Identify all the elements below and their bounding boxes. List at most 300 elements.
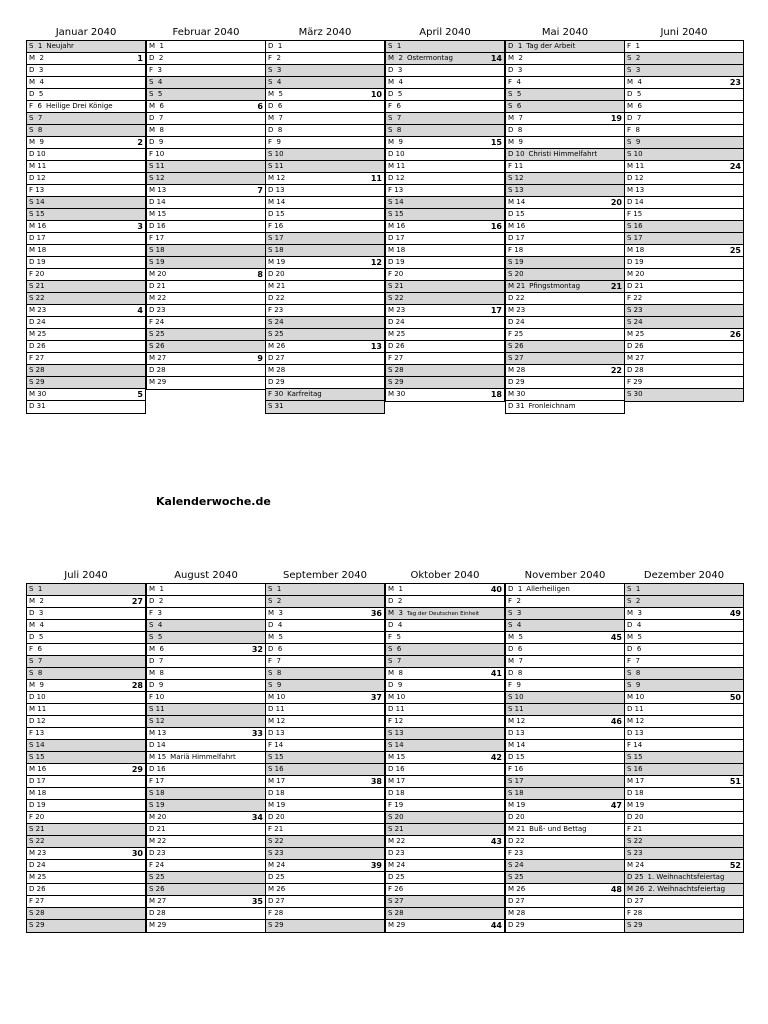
day-label: S 26 [508, 342, 524, 350]
day-label: M 19 [508, 801, 526, 809]
day-label: D 9 [388, 681, 403, 689]
day-label: M 25 [627, 330, 645, 338]
day-row [266, 596, 384, 608]
day-label: S 7 [388, 114, 402, 122]
day-row [506, 221, 624, 233]
day-label: D 15 [508, 210, 525, 218]
day-row [386, 884, 504, 896]
week-number: 7 [257, 186, 263, 195]
day-label: F 21 [627, 825, 643, 833]
day-label: M 20 [149, 270, 167, 278]
day-label: S 28 [29, 909, 45, 917]
day-label: M 18 [388, 246, 406, 254]
day-row [27, 812, 145, 824]
day-label: D 3 [29, 66, 44, 74]
day-label: S 15 [627, 753, 643, 761]
day-label: M 26 [268, 342, 286, 350]
day-row [506, 389, 624, 401]
month-column [26, 26, 146, 414]
day-label: F 3 [149, 66, 162, 74]
day-label: S 19 [149, 801, 165, 809]
month-title: Juni 2040 [660, 27, 708, 38]
day-label: M 13 [627, 186, 645, 194]
day-row [386, 596, 504, 608]
day-row [27, 209, 145, 221]
day-row [27, 365, 145, 377]
day-row [625, 161, 743, 173]
month-column [146, 26, 266, 390]
day-row [625, 632, 743, 644]
day-row [625, 365, 743, 377]
day-label: D 26 [29, 885, 46, 893]
day-label: D 24 [29, 318, 46, 326]
day-label: S 10 [508, 693, 524, 701]
month-title: März 2040 [298, 27, 352, 38]
month-column [265, 26, 385, 414]
day-row [386, 620, 504, 632]
day-label: M 9 [508, 138, 523, 146]
day-label: S 29 [388, 378, 404, 386]
day-label: S 18 [508, 789, 524, 797]
day-row [506, 632, 624, 644]
day-label: F 13 [388, 186, 404, 194]
day-row [27, 752, 145, 764]
day-label: S 1 [627, 585, 641, 593]
day-row [386, 173, 504, 185]
day-row [266, 728, 384, 740]
day-label: S 14 [29, 741, 45, 749]
day-row [506, 233, 624, 245]
day-label: S 12 [149, 174, 165, 182]
week-number: 32 [251, 645, 263, 654]
day-label: F 24 [149, 861, 165, 869]
day-label: M 27 [149, 897, 167, 905]
day-label: D 28 [627, 366, 644, 374]
day-row [386, 41, 504, 53]
week-number: 13 [370, 342, 382, 351]
day-label: D 21 [627, 282, 644, 290]
day-label: D 16 [149, 765, 166, 773]
day-row [386, 233, 504, 245]
day-row [27, 908, 145, 920]
day-row [147, 89, 265, 101]
day-row [27, 776, 145, 788]
day-row [506, 680, 624, 692]
day-row [147, 353, 265, 365]
day-label: M 23 [29, 306, 47, 314]
day-row [266, 209, 384, 221]
day-label: M 14 [508, 741, 526, 749]
day-row [266, 293, 384, 305]
week-number: 34 [251, 813, 263, 822]
day-label: M 19 [627, 801, 645, 809]
day-label: M 22 [149, 294, 167, 302]
day-label: S 19 [508, 258, 524, 266]
day-label: F 20 [29, 270, 45, 278]
day-label: S 22 [388, 294, 404, 302]
holiday-label: Mariä Himmelfahrt [170, 753, 236, 761]
day-row [386, 680, 504, 692]
day-label: M 7 [508, 657, 523, 665]
day-label: M 13 [149, 729, 167, 737]
day-row [27, 896, 145, 908]
day-label: S 8 [29, 126, 43, 134]
week-number: 22 [610, 366, 622, 375]
day-row [386, 209, 504, 221]
day-row [27, 680, 145, 692]
day-label: F 28 [268, 909, 284, 917]
day-row [506, 89, 624, 101]
day-row [266, 776, 384, 788]
day-row [266, 389, 384, 401]
day-row [386, 764, 504, 776]
day-label: M 25 [29, 330, 47, 338]
day-row [27, 764, 145, 776]
day-label: S 18 [268, 246, 284, 254]
day-row [266, 824, 384, 836]
day-label: F 23 [268, 306, 284, 314]
day-label: D 6 [508, 645, 523, 653]
day-row [386, 389, 504, 401]
day-row [147, 53, 265, 65]
day-row [506, 860, 624, 872]
week-number: 5 [137, 390, 143, 399]
day-row [506, 245, 624, 257]
day-label: S 11 [268, 162, 284, 170]
day-row [147, 608, 265, 620]
day-row [147, 584, 265, 596]
day-label: M 11 [29, 162, 47, 170]
day-row [386, 740, 504, 752]
day-row [386, 281, 504, 293]
day-row [147, 233, 265, 245]
day-label: S 22 [627, 837, 643, 845]
day-label: S 17 [268, 234, 284, 242]
day-row [506, 776, 624, 788]
day-row [147, 740, 265, 752]
day-row [27, 860, 145, 872]
month-column [146, 569, 266, 933]
day-row [27, 704, 145, 716]
month-title: Dezember 2040 [643, 570, 725, 581]
day-row [147, 161, 265, 173]
day-label: M 7 [268, 114, 283, 122]
day-label: M 18 [29, 246, 47, 254]
day-label: S 7 [388, 657, 402, 665]
day-row [625, 896, 743, 908]
day-label: M 26 [508, 885, 526, 893]
day-label: D 17 [508, 234, 525, 242]
day-label: D 2 [149, 597, 164, 605]
day-row [147, 596, 265, 608]
day-label: S 15 [29, 210, 45, 218]
day-label: S 10 [627, 150, 643, 158]
day-label: S 28 [388, 909, 404, 917]
day-label: M 26 [268, 885, 286, 893]
day-label: D 1 [268, 42, 283, 50]
day-label: S 4 [508, 621, 522, 629]
day-label: D 8 [508, 669, 523, 677]
day-row [147, 137, 265, 149]
day-row [27, 668, 145, 680]
day-row [386, 377, 504, 389]
day-row [27, 656, 145, 668]
day-label: S 7 [29, 114, 43, 122]
month-day-list [265, 583, 385, 933]
day-label: M 2 [29, 597, 44, 605]
day-row [625, 77, 743, 89]
day-label: S 15 [29, 753, 45, 761]
day-row [625, 584, 743, 596]
day-row [625, 884, 743, 896]
day-row [506, 341, 624, 353]
day-label: D 2 [149, 54, 164, 62]
day-label: D 12 [29, 174, 46, 182]
day-label: F 16 [268, 222, 284, 230]
month-title: November 2040 [524, 570, 606, 581]
day-label: S 21 [29, 825, 45, 833]
day-label: M 27 [149, 354, 167, 362]
week-number: 16 [490, 222, 502, 231]
day-label: S 29 [627, 921, 643, 929]
day-row [625, 644, 743, 656]
day-label: D 15 [268, 210, 285, 218]
day-label: M 30 [508, 390, 526, 398]
day-row [266, 644, 384, 656]
day-row [386, 584, 504, 596]
day-row [386, 896, 504, 908]
day-label: M 25 [29, 873, 47, 881]
week-number: 42 [490, 753, 502, 762]
day-row [506, 365, 624, 377]
day-label: M 5 [627, 633, 642, 641]
day-label: D 13 [508, 729, 525, 737]
day-row [506, 764, 624, 776]
day-label: M 22 [388, 837, 406, 845]
day-label: D 7 [149, 657, 164, 665]
day-label: F 14 [268, 741, 284, 749]
day-row [506, 257, 624, 269]
day-label: M 24 [268, 861, 286, 869]
day-label: D 5 [388, 90, 403, 98]
day-row [147, 209, 265, 221]
holiday-label: 1. Weihnachtsfeiertag [647, 873, 725, 881]
day-row [147, 281, 265, 293]
day-row [147, 896, 265, 908]
day-label: D 6 [627, 645, 642, 653]
day-row [386, 269, 504, 281]
day-row [386, 716, 504, 728]
day-label: M 25 [388, 330, 406, 338]
day-row [266, 365, 384, 377]
week-number: 21 [610, 282, 622, 291]
day-row [386, 824, 504, 836]
day-label: D 5 [29, 90, 44, 98]
day-label: D 24 [388, 318, 405, 326]
day-label: M 11 [29, 705, 47, 713]
month-day-list [385, 40, 505, 402]
day-row [27, 584, 145, 596]
day-row [386, 800, 504, 812]
day-row [266, 872, 384, 884]
day-row [27, 161, 145, 173]
holiday-label: Allerheiligen [526, 585, 570, 593]
day-row [625, 752, 743, 764]
day-label: S 4 [268, 78, 282, 86]
day-label: S 2 [627, 54, 641, 62]
day-row [27, 89, 145, 101]
day-row [147, 620, 265, 632]
day-row [386, 101, 504, 113]
day-row [506, 269, 624, 281]
day-row [386, 644, 504, 656]
day-label: S 8 [29, 669, 43, 677]
day-label: M 10 [268, 693, 286, 701]
day-label: M 16 [29, 222, 47, 230]
day-row [386, 608, 504, 620]
day-row [625, 53, 743, 65]
day-row [266, 101, 384, 113]
day-label: D 14 [149, 198, 166, 206]
day-label: D 27 [268, 897, 285, 905]
day-row [27, 245, 145, 257]
day-row [27, 173, 145, 185]
day-row [266, 89, 384, 101]
day-label: D 12 [627, 174, 644, 182]
day-row [386, 692, 504, 704]
day-row [27, 824, 145, 836]
day-label: S 29 [29, 921, 45, 929]
day-label: D 9 [149, 681, 164, 689]
day-label: F 9 [508, 681, 521, 689]
day-label: M 14 [268, 198, 286, 206]
day-row [386, 77, 504, 89]
day-label: S 18 [149, 246, 165, 254]
day-label: S 24 [508, 861, 524, 869]
day-row [147, 317, 265, 329]
day-row [625, 824, 743, 836]
day-label: D 24 [508, 318, 525, 326]
day-label: D 22 [508, 294, 525, 302]
day-row [147, 632, 265, 644]
day-row [27, 65, 145, 77]
day-row [625, 908, 743, 920]
day-label: S 25 [149, 330, 165, 338]
day-label: M 1 [388, 585, 403, 593]
day-label: D 23 [149, 306, 166, 314]
day-label: D 5 [627, 90, 642, 98]
holiday-label: Neujahr [46, 42, 74, 50]
day-label: D 16 [149, 222, 166, 230]
day-row [147, 221, 265, 233]
day-row [625, 740, 743, 752]
day-label: F 3 [149, 609, 162, 617]
day-label: M 3 [268, 609, 283, 617]
day-row [266, 341, 384, 353]
day-row [386, 728, 504, 740]
day-label: D 10 [29, 150, 46, 158]
day-row [147, 113, 265, 125]
day-row [506, 740, 624, 752]
day-row [266, 137, 384, 149]
day-row [266, 401, 384, 413]
day-label: M 12 [268, 174, 286, 182]
day-row [27, 41, 145, 53]
week-number: 23 [729, 78, 741, 87]
day-row [386, 848, 504, 860]
day-label: D 3 [388, 66, 403, 74]
day-row [147, 872, 265, 884]
day-row [27, 800, 145, 812]
day-row [266, 752, 384, 764]
week-number: 6 [257, 102, 263, 111]
day-row [147, 257, 265, 269]
day-label: S 21 [388, 825, 404, 833]
day-label: S 17 [627, 234, 643, 242]
day-label: F 7 [627, 657, 640, 665]
day-label: F 11 [508, 162, 524, 170]
day-label: M 6 [149, 645, 164, 653]
week-number: 20 [610, 198, 622, 207]
day-label: D 20 [627, 813, 644, 821]
day-row [625, 716, 743, 728]
day-row [506, 77, 624, 89]
day-label: F 28 [627, 909, 643, 917]
day-label: S 15 [268, 753, 284, 761]
day-row [27, 920, 145, 932]
day-label: D 7 [627, 114, 642, 122]
day-row [27, 716, 145, 728]
day-label: S 12 [149, 717, 165, 725]
day-row [147, 341, 265, 353]
month-column [26, 569, 146, 933]
day-row [506, 317, 624, 329]
day-row [506, 113, 624, 125]
day-row [625, 728, 743, 740]
holiday-label: Pfingstmontag [529, 282, 581, 290]
day-row [27, 113, 145, 125]
day-row [625, 41, 743, 53]
day-label: M 2 [29, 54, 44, 62]
day-label: D 4 [627, 621, 642, 629]
day-row [506, 173, 624, 185]
month-day-list [146, 40, 266, 390]
day-label: D 21 [149, 825, 166, 833]
day-label: F 12 [388, 717, 404, 725]
day-row [27, 317, 145, 329]
day-label: F 20 [388, 270, 404, 278]
day-label: D 15 [508, 753, 525, 761]
day-row [147, 716, 265, 728]
day-row [266, 221, 384, 233]
day-row [147, 812, 265, 824]
day-label: D 2 [388, 597, 403, 605]
week-number: 36 [370, 609, 382, 618]
day-label: S 8 [268, 669, 282, 677]
day-row [266, 197, 384, 209]
day-row [266, 680, 384, 692]
day-label: F 18 [508, 246, 524, 254]
day-row [386, 788, 504, 800]
day-label: D 22 [268, 294, 285, 302]
day-label: S 22 [268, 837, 284, 845]
week-number: 19 [610, 114, 622, 123]
day-label: M 29 [149, 921, 167, 929]
day-label: S 15 [388, 210, 404, 218]
week-number: 52 [729, 861, 741, 870]
day-row [266, 608, 384, 620]
day-row [147, 848, 265, 860]
